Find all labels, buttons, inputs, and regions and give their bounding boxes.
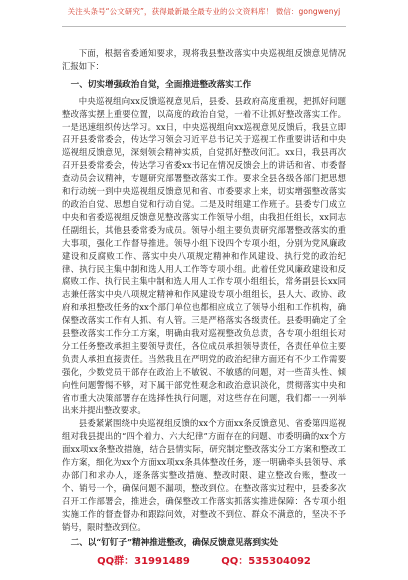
footer-qq-group: QQ群：31991489 [97,556,190,567]
section-1-heading: 一、切实增强政治自觉，全面推进整改落实工作 [70,79,252,90]
header-divider [62,26,346,27]
intro-paragraph: 下面，根据省委通知要求，现将我县整改落实中央巡视组反馈意见情况汇报如下： [62,48,346,71]
footer-qq: QQ：535304092 [221,556,311,567]
header-banner: 关注头条号“公文研究”，获得最新最全最专业的公文资料库！ 微信：gongwenyj [67,7,341,16]
section-2-heading: 二、以“钉钉子”精神推进整改，确保反馈意见落到实处 [70,537,279,548]
section-1-paragraph-1: 中央巡视组向xx反馈巡视意见后，县委、县政府高度重视，把抓好问题整改落实摆上重要位置，以高度的政治自觉，一着不让抓好整改落实工作。一是迅速组织传达学习。xx日，中央巡视组向xx巡视意见反馈后，我县立即召开县委常委会，传达学习领会习近平总书记关于巡视工作重要讲话和中央巡视组反馈意见，深刻领会精神实质，自觉抓好整改问汇。xx日，我县再次召开县委常委会，传达学习省委xx书记在情况反馈会上的讲话和省、市委督查动员会议精神，专题研究部署整改落实工作。要求全县各级各部门把思想和行动统一到中央巡视组反馈意见和省、市委要求上来，切实增强整改落实的政治自觉、思想自觉和行动自觉。二是及时组建工作班子。县委专门成立中央和省委巡视组反馈意见整改落实工作领导小组，由我担任组长，xx同志任副组长，其他县委常委为成员。领导小组主要负责研究部署整改落实的重大事项，强化工作督导推进。领导小组下设四个专项小组，分别为党风廉政建设和反腐败工作、落实中央八项规定精神和作风建设、执行党的政治纪律、执行民主集中制和选人用人工作等专项小组。此着任党风廉政建设和反腐败工作、执行民主集中制和选人用人工作专项小组组长，常务副县长xx同志兼任落实中央八项规定精神和作风建设专项小组组长，县人大、政协、政府和承担整改任务的xx个部门单位也都相应成立了领导小组和工作机构，确保整改落实工作有人抓、有人管。三是严格落实各级责任。县委明确定了全县整改落实工作分工方案，明确由我对巡视整改负总责，各专项小组组长对分工任务整改承担主要领导责任，各位成员承担领导责任，各责任单位主要负责人承担直接责任。当然我且在严明党的政治纪律方面还有不少工作需要强化，少数党员干部存在政治上不敏锐、不敏感的问题，对一些苗头性、倾向性问题警惕不够，对下属干部党性观念和政治意识淡化，贯彻落实中央和省市重大决策部署存在选择性执行问题，对这些存在问题，我们都一一列举出来并提出整改要求。 [62,95,346,416]
document-body [62,47,346,552]
footer-contacts [0,552,408,567]
section-1-paragraph-2: 县委紧紧围绕中央巡视组反馈的xx个方面xx条反馈意见、省委第四巡视组对我县提出的“四个着力、六大纪律”方面存在的问题、市委明确的xx个方面xx项xx条整改措施，结合县情实际，研究制定整改落实分工方案和整改工作方案，细化为xx个方面xx项xx条具体整改任务，逐一明确牵头县领导、承办部门和求办人，逐条落实整改措施、整改时限、建立整改台账，整改一个、销号一个，确保问题不漏项，整改到位。在整改落实过程中，县委多次召开工作部署会，推进会，确保整改工作落实抓落实推进保障：各专项小组实施工作的督查督办和跟踪问效，对整改不到位、群众不满意的，坚决不予销号，限时整改到位。 [62,418,346,532]
